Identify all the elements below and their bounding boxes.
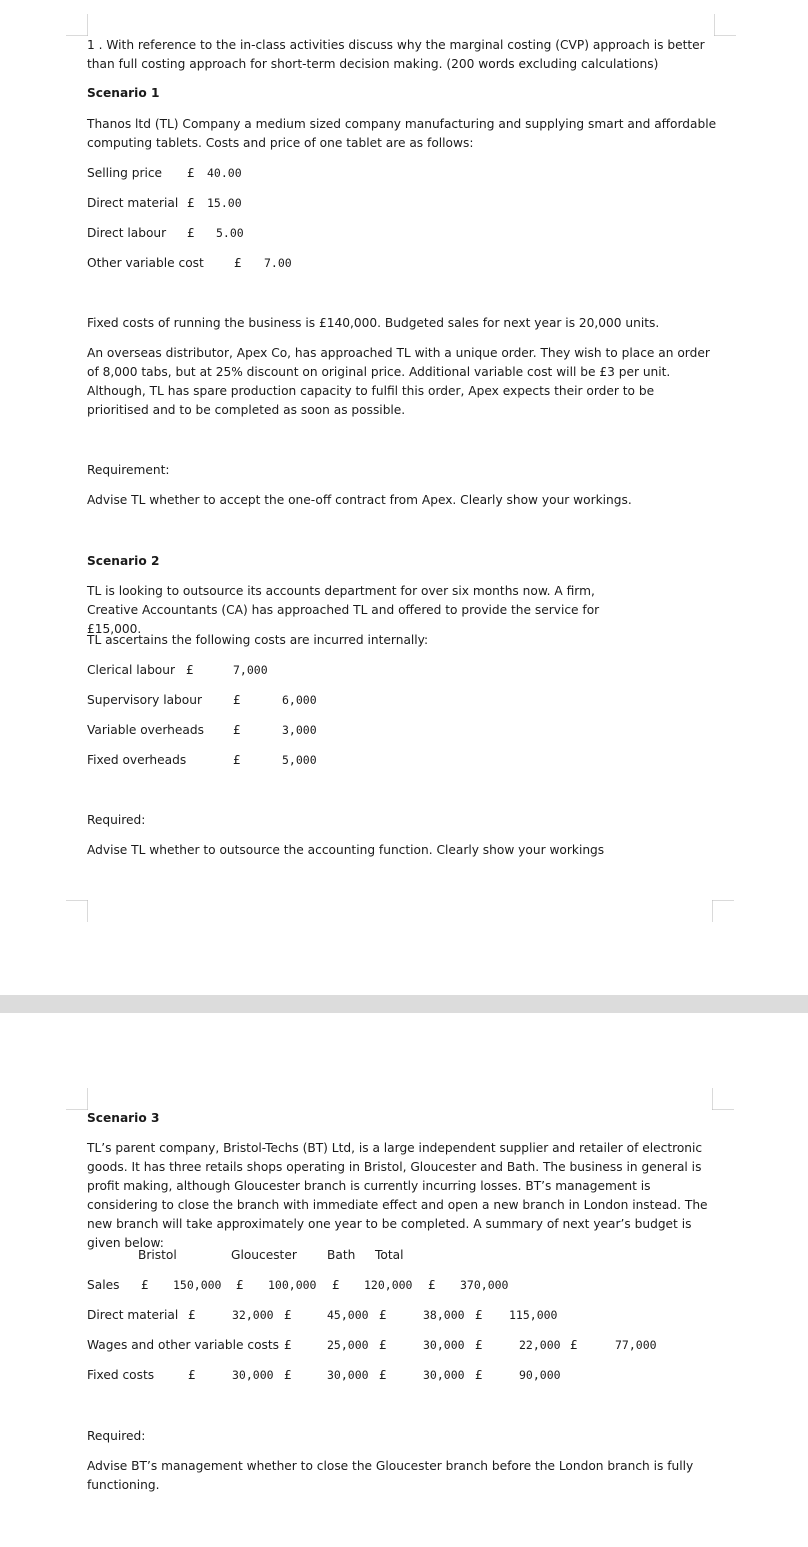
required-text: Advise BT’s management whether to close the Gloucester branch before the London branch is fully functioning. (87, 1459, 694, 1492)
scenario-2-ascertains: TL ascertains the following costs are incurred internally: (87, 633, 429, 647)
currency-symbol: £ (284, 1338, 292, 1352)
scenario-3-intro: TL’s parent company, Bristol-Techs (BT) Ltd, is a large independent supplier and retailer of electronic goods. It has three retails shops operating in Bristol, Gloucester and Bath. The business in general is profit making, although Gloucester branch is currently incurring losses. BT’s management is considering to close the branch with immediate effect and open a new branch in London instead. The new branch will take approximately one year to be completed. A summary of next year’s budget is given below: (87, 1141, 708, 1250)
apex-order-text: An overseas distributor, Apex Co, has approached TL with a unique order. They wish to place an order of 8,000 tabs, but at 25% discount on original price. Additional variable cost will be £3 per unit. Although, TL has spare production capacity to fulfil this order, Apex expects their order to be prioritised and to be completed as soon as possible. (87, 346, 710, 417)
currency-symbol: £ (284, 1308, 292, 1322)
table-cell: 90,000 (519, 1368, 561, 1382)
table-cell: 77,000 (615, 1338, 657, 1352)
table-cell: 25,000 (327, 1338, 369, 1352)
requirement-label: Requirement: (87, 463, 170, 477)
currency-symbol: £ (332, 1278, 340, 1292)
column-header: Bristol (138, 1248, 177, 1262)
currency-symbol: £ (187, 166, 195, 180)
currency-symbol: £ (186, 663, 194, 677)
currency-symbol: £ (188, 1368, 196, 1382)
cost-label: Supervisory labour (87, 693, 202, 707)
row-label: Direct material (87, 1308, 179, 1322)
table-cell: 150,000 (173, 1278, 222, 1292)
currency-symbol: £ (284, 1368, 292, 1382)
column-header: Total (375, 1248, 404, 1262)
bottom-right-margin-mark (712, 900, 734, 922)
currency-symbol: £ (234, 256, 242, 270)
scenario-2-heading: Scenario 2 (87, 554, 160, 568)
currency-symbol: £ (379, 1338, 387, 1352)
scenario-1-heading: Scenario 1 (87, 86, 160, 100)
cost-amount: 7.00 (264, 256, 292, 270)
currency-symbol: £ (475, 1308, 483, 1322)
scenario-3-heading: Scenario 3 (87, 1111, 160, 1125)
table-cell: 32,000 (232, 1308, 274, 1322)
cost-label: Fixed overheads (87, 753, 187, 767)
cost-label: Selling price (87, 166, 163, 180)
table-cell: 120,000 (364, 1278, 413, 1292)
fixed-costs-text: Fixed costs of running the business is £140,000. Budgeted sales for next year is 20,000 units. (87, 316, 660, 330)
table-cell: 22,000 (519, 1338, 561, 1352)
currency-symbol: £ (428, 1278, 436, 1292)
requirement-text: Advise TL whether to accept the one-off contract from Apex. Clearly show your workings. (87, 493, 632, 507)
required-label: Required: (87, 1429, 146, 1443)
cost-label: Other variable cost (87, 256, 204, 270)
required-text: Advise TL whether to outsource the accounting function. Clearly show your workings (87, 843, 605, 857)
table-cell: 30,000 (327, 1368, 369, 1382)
currency-symbol: £ (475, 1338, 483, 1352)
column-header: Gloucester (231, 1248, 297, 1262)
cost-amount: 6,000 (282, 693, 317, 707)
currency-symbol: £ (233, 723, 241, 737)
currency-symbol: £ (187, 226, 195, 240)
question-text: 1 . With reference to the in-class activities discuss why the marginal costing (CVP) approach is better than full costing approach for short-term decision making. (200 words excluding calculations) (87, 38, 705, 71)
top-left-margin-mark (66, 14, 88, 36)
cost-label: Variable overheads (87, 723, 204, 737)
bottom-left-margin-mark (66, 900, 88, 922)
table-cell: 38,000 (423, 1308, 465, 1322)
cost-amount: 5,000 (282, 753, 317, 767)
cost-amount: 3,000 (282, 723, 317, 737)
table-cell: 45,000 (327, 1308, 369, 1322)
page-break-gap (0, 995, 808, 1013)
cost-label: Direct material (87, 196, 179, 210)
table-cell: 30,000 (423, 1338, 465, 1352)
currency-symbol: £ (570, 1338, 578, 1352)
cost-amount: 5.00 (216, 226, 244, 240)
cost-amount: 7,000 (233, 663, 268, 677)
required-label: Required: (87, 813, 146, 827)
top-right-margin-mark (714, 14, 736, 36)
cost-amount: 15.00 (207, 196, 242, 210)
currency-symbol: £ (141, 1278, 149, 1292)
currency-symbol: £ (475, 1368, 483, 1382)
currency-symbol: £ (236, 1278, 244, 1292)
cost-label: Direct labour (87, 226, 167, 240)
table-cell: 370,000 (460, 1278, 509, 1292)
document-page-2 (0, 1013, 808, 1547)
currency-symbol: £ (379, 1308, 387, 1322)
scenario-2-intro: TL is looking to outsource its accounts department for over six months now. A firm, Creative Accountants (CA) has approached TL and offered to provide the service for £15,000. (87, 584, 600, 636)
cost-label: Clerical labour (87, 663, 176, 677)
currency-symbol: £ (233, 693, 241, 707)
table-cell: 115,000 (509, 1308, 558, 1322)
scenario-1-intro: Thanos ltd (TL) Company a medium sized company manufacturing and supplying smart and affordable computing tablets. Costs and price of one tablet are as follows: (87, 117, 717, 150)
row-label: Wages and other variable costs (87, 1338, 280, 1352)
top-left-margin-mark (66, 1088, 88, 1110)
table-cell: 100,000 (268, 1278, 317, 1292)
currency-symbol: £ (379, 1368, 387, 1382)
table-cell: 30,000 (232, 1368, 274, 1382)
currency-symbol: £ (187, 196, 195, 210)
currency-symbol: £ (233, 753, 241, 767)
column-header: Bath (327, 1248, 356, 1262)
row-label: Sales (87, 1278, 120, 1292)
table-cell: 30,000 (423, 1368, 465, 1382)
cost-amount: 40.00 (207, 166, 242, 180)
top-right-margin-mark (712, 1088, 734, 1110)
currency-symbol: £ (188, 1308, 196, 1322)
row-label: Fixed costs (87, 1368, 155, 1382)
